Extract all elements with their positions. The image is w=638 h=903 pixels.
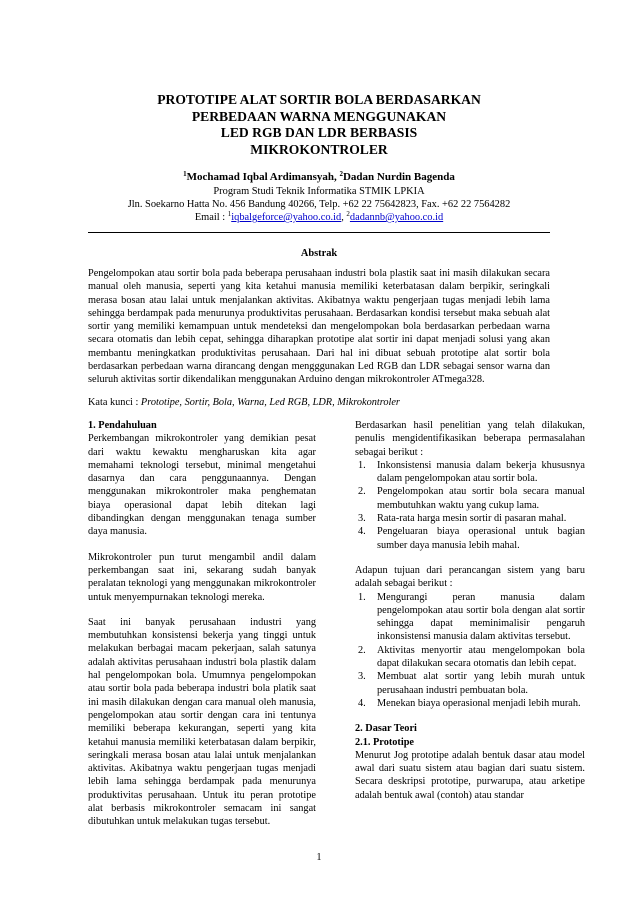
email-sup-2: 2 [346, 210, 350, 218]
right-column [355, 419, 585, 814]
list-item [355, 644, 585, 671]
list-text: Menekan biaya operasional menjadi lebih murah. [377, 697, 581, 709]
title-line: MIKROKONTROLER [250, 141, 388, 157]
paragraph: Adapun tujuan dari perancangan sistem yang baru adalah sebagai berikut : [355, 564, 585, 590]
email-sup-1: 1 [227, 210, 232, 218]
author-sup-1: 1 [183, 170, 187, 178]
abstract-body: Pengelompokan atau sortir bola pada beberapa perusahaan industri bola plastik saat ini masih dilakukan secara manual oleh manusia, seperti yang kita ketahui manusia memiliki keterbatasan dalam berpikir, seringkali merasa bosan atau lalai untuk menjalankan aktivitas. Akibatnya waktu pengerjaan tugas menjadi lebih lama sehingga berdampak pada menurunya produktivitas perusahaan. Berdasarkan kondisi tersebut maka sebuah alat sortir yang memiliki kemampuan untuk mendeteksi dan mengelompokan bola berdasarkan perbedaan warna secara otomatis dan lebih cepat, sehingga diharapkan prototipe alat sortir ini dapat menjadi solusi yang akan membantu meningkatkan produktivitas perusahaan. Dari hal ini dibuat sebuah prototipe alat sortir bola berdasarkan perbedaan warna dirancang dengan mengggunakan Led RGB dan LDR sebagai sensor warna dan seluruh aktivitas sortir dikendalikan menggunakan Arduino dengan mikrokontroler ATmega328. [88, 268, 550, 386]
email-label: Email : [194, 212, 228, 223]
author-2: Dadan Nurdin Bagenda [342, 171, 455, 183]
list-text: Aktivitas menyortir atau mengelompokan bola dapat dilakukan secara otomatis dan lebih cepat. [377, 644, 585, 670]
email-line [40, 212, 598, 223]
keywords-line [88, 396, 550, 409]
paragraph: Menurut Jog prototipe adalah bentuk dasar atau model awal dari suatu sistem atau bagian dari suatu sistem. Secara deskripsi prototipe, purwarupa, atau arketipe adalah bentuk awal (contoh) atau standar [355, 749, 585, 801]
paragraph: Saat ini banyak perusahaan industri yang membutuhkan konsistensi bekerja yang tinggi untuk melakukan berbagai macam pekerjaan, salah satunya adalah aktivitas perusahaan industri bola plastik dalam hal pengelompokan bola. Umumnya pengelompokan atau sortir bola pada beberapa industri bola platik saat ini masih dilakukan dengan cara manual oleh manusia, pengelompokan atau sortir dengan cara ini tentunya memiliki beberapa kekurangan, seperti yang kita ketahui manusia memiliki keterbatasan dalam berpikir, seringkali merasa bosan atau lalai untuk menjalankan aktivitas. Akibatnya waktu pengerjaan tugas menjadi lebih lama sehingga berdampak pada menurunya produktivitas perusahaan. Untuk itu peran prototipe alat berbasis mikrokontroler semacam ini sangat dibutuhkan untuk melakukan tugas tersebut. [88, 616, 316, 828]
author-1: Mochamad Iqbal Ardimansyah, [186, 171, 340, 183]
email-link-1[interactable]: iqbalgeforce@yahoo.co.id [231, 212, 342, 223]
affiliation-program: Program Studi Teknik Informatika STMIK LPKIA [213, 186, 425, 197]
list-text: Inkonsistensi manusia dalam bekerja khususnya dalam pengelompokan atau sortir bola. [377, 459, 585, 485]
problem-list [355, 459, 585, 552]
title-line: LED RGB DAN LDR BERBASIS [220, 125, 418, 140]
abstract-heading: Abstrak [300, 248, 338, 259]
affiliation-address: Jln. Soekarno Hatta No. 456 Bandung 40266, Telp. +62 22 75642823, Fax. +62 22 7564282 [127, 199, 511, 210]
page-number: 1 [316, 852, 322, 863]
list-number: 2. [358, 486, 366, 498]
goal-list [355, 591, 585, 711]
section-heading-theory: 2. Dasar Teori [355, 723, 417, 735]
list-number: 2. [358, 644, 366, 656]
list-number: 1. [358, 591, 366, 603]
list-number: 1. [358, 459, 366, 471]
list-text: Rata-rata harga mesin sortir di pasaran mahal. [377, 513, 567, 525]
subsection-heading-prototype: 2.1. Prototipe [355, 736, 415, 748]
paragraph: Berdasarkan hasil penelitian yang telah dilakukan, penulis mengidentifikasikan beberapa permasalahan sebagai berikut : [355, 420, 585, 458]
list-text: Mengurangi peran manusia dalam pengelompokan atau sortir bola dengan alat sortir sehingga dapat meminimalisir pengaruh inkonsistensi manusia dalam aktivitas tersebut. [377, 591, 585, 643]
author-sup-2: 2 [339, 170, 343, 178]
header-rule [88, 232, 550, 233]
email-separator: , [341, 212, 347, 223]
list-text: Pengeluaran biaya operasional untuk bagian sumber daya manusia lebih mahal. [377, 526, 585, 551]
paragraph: Mikrokontroler pun turut mengambil andil dalam perkembangan saat ini, sekarang sudah banyak peralatan teknologi yang menggunakan mikrokontroler untuk menyempurnakan teknologi mereka. [88, 551, 316, 603]
list-text: Pengelompokan atau sortir bola secara manual membutuhkan waktu yang cukup lama. [377, 486, 585, 511]
list-item [355, 485, 585, 512]
list-number: 3. [358, 513, 366, 525]
list-item [355, 512, 585, 525]
list-item [355, 459, 585, 486]
section-heading-introduction: 1. Pendahuluan [88, 420, 157, 431]
list-item [355, 697, 585, 710]
title-line: PROTOTIPE ALAT SORTIR BOLA BERDASARKAN [157, 92, 481, 107]
list-text: Membuat alat sortir yang lebih murah untuk perusahaan industri pembuatan bola. [377, 671, 585, 696]
list-number: 4. [358, 526, 366, 538]
title-line: PERBEDAAN WARNA MENGGUNAKAN [191, 108, 447, 124]
list-item [355, 670, 585, 697]
list-item [355, 525, 585, 552]
author-line [40, 171, 598, 183]
list-item [355, 591, 585, 644]
paper-title [100, 92, 538, 158]
keywords-label: Kata kunci : [88, 397, 141, 408]
keywords-text: Prototipe, Sortir, Bola, Warna, Led RGB, LDR, Mikrokontroler [140, 397, 400, 408]
email-link-2[interactable]: dadannb@yahoo.co.id [349, 212, 444, 223]
list-number: 4. [358, 697, 366, 709]
list-number: 3. [358, 671, 366, 683]
paragraph: Perkembangan mikrokontroler yang demikian pesat dari waktu kewaktu mengharuskan kita agar memahami teknologi tersebut, minimal mengetahui dasarnya dan cara penggunaannya. Dengan menggunakan mikrokontroler maka penghematan biaya operasional dapat lebih ditekan lagi dibandingkan dengan menggunakan tenaga sumber daya manusia. [88, 433, 316, 538]
left-column [88, 419, 316, 841]
